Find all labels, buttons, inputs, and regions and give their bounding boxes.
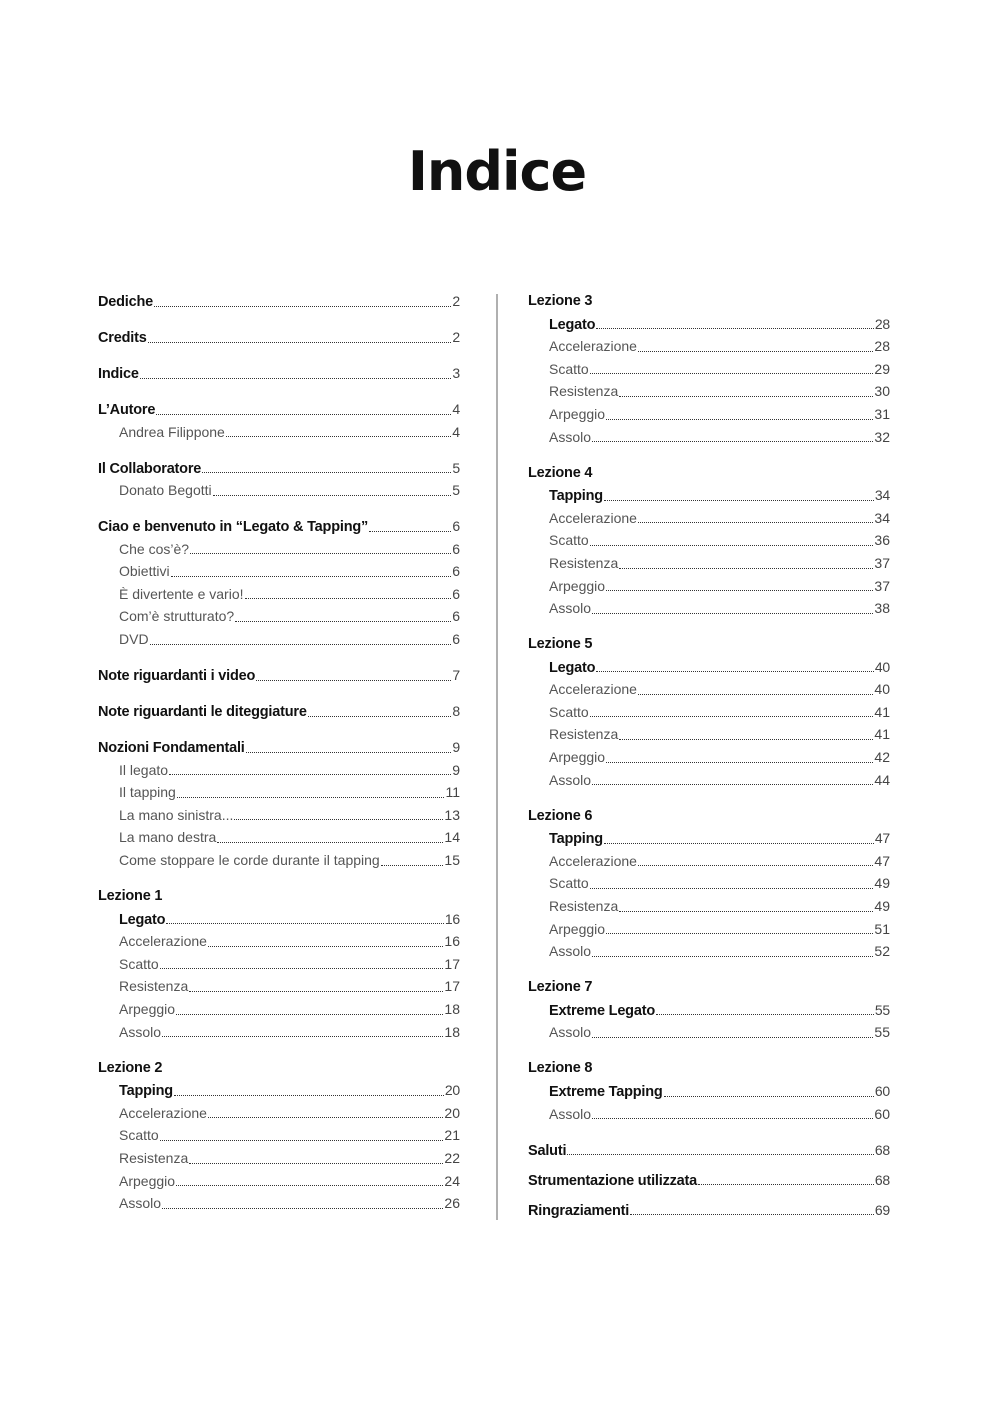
toc-entry-label: Assolo	[119, 1023, 162, 1040]
dot-leader	[604, 499, 874, 501]
dot-leader	[308, 715, 452, 717]
dot-leader	[619, 738, 873, 740]
toc-entry-label: Note riguardanti le diteggiature	[98, 704, 307, 721]
toc-entry-label: Assolo	[549, 943, 592, 960]
toc-page-number: 8	[452, 703, 460, 720]
toc-entry-label: Extreme Legato	[549, 1002, 655, 1019]
toc-entry-label: Accelerazione	[549, 681, 637, 698]
dot-leader	[189, 1162, 443, 1164]
toc-entry[interactable]	[528, 746, 890, 769]
toc-spacer	[528, 448, 890, 461]
toc-entry[interactable]	[528, 1103, 890, 1126]
toc-page-number: 13	[444, 806, 460, 823]
toc-entry[interactable]	[528, 701, 890, 724]
dot-leader	[217, 841, 443, 843]
toc-entry-label: Resistenza	[549, 898, 619, 915]
dot-leader	[567, 1153, 874, 1155]
dot-leader	[604, 842, 874, 844]
toc-entry[interactable]	[98, 1192, 460, 1215]
toc-entry-label: Scatto	[549, 360, 589, 377]
dot-leader	[140, 377, 452, 379]
toc-page-number: 30	[874, 383, 890, 400]
dot-leader	[606, 418, 873, 420]
toc-entry[interactable]	[98, 781, 460, 804]
dot-leader	[606, 761, 873, 763]
dot-leader	[190, 552, 451, 554]
dot-leader	[176, 1013, 443, 1015]
toc-entry[interactable]	[528, 1139, 890, 1162]
dot-leader	[256, 679, 451, 681]
dot-leader	[596, 327, 873, 329]
toc-entry-label: Resistenza	[549, 726, 619, 743]
dot-leader	[638, 864, 873, 866]
dot-leader	[590, 372, 874, 374]
toc-entry[interactable]	[98, 930, 460, 953]
toc-entry[interactable]	[528, 656, 890, 679]
toc-page-number: 69	[874, 1201, 890, 1218]
toc-page-number: 47	[874, 852, 890, 869]
toc-page-number: 21	[444, 1127, 460, 1144]
toc-section-heading: Lezione 5	[528, 636, 593, 653]
toc-page-number: 49	[874, 875, 890, 892]
toc-page-number: 41	[874, 726, 890, 743]
toc-spacer	[98, 349, 460, 362]
toc-spacer	[98, 723, 460, 736]
toc-entry-label: Assolo	[549, 771, 592, 788]
dot-leader	[590, 887, 874, 889]
toc-entry-label: Scatto	[119, 955, 159, 972]
toc-page-number: 37	[874, 577, 890, 594]
toc-entry-label: Assolo	[549, 1024, 592, 1041]
toc-page-number: 36	[874, 532, 890, 549]
dot-leader	[246, 751, 452, 753]
dot-leader	[606, 932, 873, 934]
toc-section-heading: Lezione 6	[528, 807, 593, 824]
toc-spacer	[528, 1125, 890, 1138]
toc-entry-label: Assolo	[549, 428, 592, 445]
toc-entry-label: Scatto	[119, 1127, 159, 1144]
toc-section-heading: Lezione 4	[528, 464, 593, 481]
toc-page-number: 52	[874, 943, 890, 960]
toc-page-number: 55	[874, 1024, 890, 1041]
toc-entry[interactable]	[98, 479, 460, 502]
toc-entry[interactable]	[528, 575, 890, 598]
dot-leader	[664, 1095, 874, 1097]
toc-entry-label: Scatto	[549, 532, 589, 549]
toc-entry-label: Accelerazione	[119, 1104, 207, 1121]
toc-page-number: 34	[874, 509, 890, 526]
toc-page-number: 2	[452, 328, 460, 345]
dot-leader	[208, 1116, 443, 1118]
toc-page-number: 6	[452, 608, 460, 625]
toc-spacer	[528, 620, 890, 633]
toc-entry-label: La mano sinistra...	[119, 806, 234, 823]
toc-entry[interactable]	[98, 953, 460, 976]
toc-page-number: 2	[452, 293, 460, 309]
toc-spacer	[528, 791, 890, 804]
dot-leader	[234, 818, 443, 820]
toc-entry[interactable]	[528, 827, 890, 850]
toc-entry[interactable]	[98, 1124, 460, 1147]
toc-entry-label: Tapping	[119, 1083, 173, 1100]
toc-page-number: 18	[444, 1000, 460, 1017]
toc-entry[interactable]	[528, 335, 890, 358]
toc-entry-label: Ciao e benvenuto in “Legato & Tapping”	[98, 519, 369, 536]
dot-leader	[590, 715, 874, 717]
toc-page-number: 20	[444, 1104, 460, 1121]
toc-entry[interactable]	[98, 759, 460, 782]
toc-entry[interactable]	[98, 583, 460, 606]
toc-entry-label: Strumentazione utilizzata	[528, 1172, 698, 1189]
dot-leader	[590, 544, 874, 546]
dot-leader	[638, 350, 873, 352]
toc-entry[interactable]	[98, 1079, 460, 1102]
dot-leader	[154, 305, 451, 307]
toc-entry-label: Credits	[98, 329, 147, 346]
toc-spacer	[98, 687, 460, 700]
toc-entry[interactable]	[98, 515, 460, 538]
toc-entry[interactable]	[528, 1021, 890, 1044]
toc-entry-label: Legato	[119, 911, 166, 928]
toc-page-number: 6	[452, 518, 460, 535]
toc-page-number: 16	[444, 910, 460, 927]
dot-leader	[592, 1117, 873, 1119]
toc-entry-label: Scatto	[549, 875, 589, 892]
toc-section-heading: Lezione 7	[528, 979, 593, 996]
toc-spacer	[528, 1191, 890, 1198]
dot-leader	[189, 990, 443, 992]
toc-entry[interactable]	[528, 313, 890, 336]
toc-page-number: 20	[444, 1082, 460, 1099]
toc-page-number: 5	[452, 459, 460, 476]
dot-leader	[160, 1139, 444, 1141]
dot-leader	[638, 693, 873, 695]
toc-entry-label: Come stoppare le corde durante il tapping	[119, 852, 380, 868]
toc-entry[interactable]	[528, 769, 890, 792]
toc-spacer	[528, 1044, 890, 1057]
toc-spacer	[528, 963, 890, 976]
toc-entry[interactable]	[528, 918, 890, 941]
dot-leader	[656, 1013, 874, 1015]
toc-page-number: 60	[874, 1105, 890, 1122]
toc-page-number: 15	[444, 852, 460, 868]
dot-leader	[166, 922, 443, 924]
toc-page-number: 6	[452, 540, 460, 557]
toc-entry[interactable]	[528, 507, 890, 530]
dot-leader	[638, 521, 873, 523]
toc-page-number: 3	[452, 364, 460, 381]
toc-entry-label: Indice	[98, 365, 139, 382]
dot-leader	[176, 1184, 443, 1186]
toc-entry[interactable]	[98, 1147, 460, 1170]
dot-leader	[592, 1036, 873, 1038]
toc-section-heading: Lezione 1	[98, 887, 163, 904]
toc-entry[interactable]	[528, 1199, 890, 1222]
dot-leader	[630, 1213, 874, 1215]
toc-entry[interactable]	[98, 1021, 460, 1044]
toc-entry[interactable]	[98, 975, 460, 998]
toc-page-number: 68	[874, 1171, 890, 1188]
toc-page-number: 68	[874, 1141, 890, 1158]
toc-entry[interactable]	[528, 484, 890, 507]
toc-entry[interactable]	[98, 421, 460, 444]
dot-leader	[148, 341, 452, 343]
dot-leader	[202, 471, 451, 473]
toc-entry-label: Com’è strutturato?	[119, 608, 235, 625]
toc-entry-label: Dediche	[98, 294, 154, 310]
toc-entry-label: Assolo	[549, 1105, 592, 1122]
toc-page-number: 4	[452, 400, 460, 417]
toc-page-number: 49	[874, 898, 890, 915]
column-divider	[496, 294, 498, 1220]
dot-leader	[177, 796, 445, 798]
toc-page-number: 42	[874, 749, 890, 766]
toc-entry-label: Arpeggio	[119, 1000, 176, 1017]
toc-entry-label: Che cos’è?	[119, 540, 190, 557]
toc-entry[interactable]	[98, 826, 460, 849]
toc-entry-label: Arpeggio	[549, 405, 606, 422]
toc-page-number: 22	[444, 1149, 460, 1166]
dot-leader	[235, 620, 451, 622]
dot-leader	[592, 955, 873, 957]
toc-page-number: 24	[444, 1172, 460, 1189]
toc-entry-label: Accelerazione	[549, 338, 637, 355]
dot-leader	[592, 783, 873, 785]
toc-entry[interactable]	[528, 380, 890, 403]
dot-leader	[160, 967, 444, 969]
toc-entry[interactable]	[528, 358, 890, 381]
toc-entry[interactable]	[98, 326, 460, 349]
toc-entry[interactable]	[98, 736, 460, 759]
toc-section-heading: Lezione 3	[528, 293, 593, 309]
toc-page-number: 9	[452, 761, 460, 778]
toc-entry[interactable]	[528, 529, 890, 552]
toc-entry[interactable]	[98, 362, 460, 385]
toc-entry[interactable]	[98, 398, 460, 421]
toc-column-left	[98, 290, 460, 1215]
toc-page-number: 6	[452, 585, 460, 602]
toc-entry[interactable]	[528, 1080, 890, 1103]
dot-leader	[619, 395, 873, 397]
toc-entry-label: Accelerazione	[549, 509, 637, 526]
toc-entry-label: Arpeggio	[549, 577, 606, 594]
toc-page-number: 18	[444, 1023, 460, 1040]
toc-spacer	[528, 1161, 890, 1168]
toc-entry-label: Donato Begotti	[119, 482, 212, 499]
toc-page-number: 29	[874, 360, 890, 377]
toc-page-number: 14	[444, 829, 460, 846]
page-title: Indice	[407, 140, 587, 203]
toc-entry[interactable]	[98, 628, 460, 651]
toc-page-number: 40	[874, 681, 890, 698]
toc-entry-label: Arpeggio	[549, 920, 606, 937]
toc-section-heading: Lezione 2	[98, 1059, 163, 1076]
toc-page-number: 47	[874, 830, 890, 847]
toc-page-number: 55	[874, 1001, 890, 1018]
toc-page-number: 37	[874, 554, 890, 571]
toc-page-number: 26	[444, 1195, 460, 1212]
toc-entry-label: La mano destra	[119, 829, 217, 846]
dot-leader	[150, 643, 452, 645]
toc-entry-label: Resistenza	[549, 554, 619, 571]
toc-entry-label: L’Autore	[98, 401, 156, 418]
toc-entry[interactable]	[528, 850, 890, 873]
toc-page-number: 6	[452, 563, 460, 580]
toc-entry-label: Note riguardanti i video	[98, 668, 256, 685]
toc-entry[interactable]	[528, 872, 890, 895]
toc-entry-label: Legato	[549, 659, 596, 676]
toc-entry[interactable]	[528, 895, 890, 918]
dot-leader	[208, 945, 443, 947]
toc-page-number: 17	[444, 955, 460, 972]
toc-entry-label: Accelerazione	[119, 933, 207, 950]
toc-section-heading: Lezione 8	[528, 1060, 593, 1077]
toc-entry[interactable]	[98, 908, 460, 931]
toc-entry-label: Extreme Tapping	[549, 1083, 663, 1100]
toc-spacer	[98, 651, 460, 664]
toc-entry-label: Il Collaboratore	[98, 460, 202, 477]
toc-entry-label: Il legato	[119, 761, 169, 778]
toc-entry-label: Resistenza	[549, 383, 619, 400]
toc-page-number: 5	[452, 482, 460, 499]
toc-page-number: 32	[874, 428, 890, 445]
toc-entry[interactable]	[528, 678, 890, 701]
toc-entry-label: Resistenza	[119, 1149, 189, 1166]
toc-entry[interactable]	[98, 290, 460, 313]
toc-page-number: 4	[452, 423, 460, 440]
toc-entry-label: Legato	[549, 316, 596, 333]
dot-leader	[606, 589, 873, 591]
toc-entry[interactable]	[98, 1170, 460, 1193]
toc-entry-label: Tapping	[549, 831, 603, 848]
dot-leader	[381, 864, 444, 866]
toc-entry[interactable]	[98, 849, 460, 872]
dot-leader	[592, 612, 873, 614]
toc-entry[interactable]	[98, 664, 460, 687]
toc-spacer	[98, 313, 460, 326]
toc-page-number: 11	[445, 784, 460, 801]
toc-entry-label: Il tapping	[119, 784, 176, 801]
toc-entry[interactable]	[98, 1102, 460, 1125]
dot-leader	[174, 1094, 444, 1096]
dot-leader	[169, 773, 451, 775]
toc-entry[interactable]	[98, 538, 460, 561]
dot-leader	[619, 910, 873, 912]
toc-spacer	[98, 872, 460, 885]
toc-entry-label: DVD	[119, 631, 149, 648]
toc-entry-label: Saluti	[528, 1142, 567, 1159]
dot-leader	[245, 597, 452, 599]
toc-entry[interactable]	[528, 403, 890, 426]
dot-leader	[213, 494, 452, 496]
toc-entry[interactable]	[98, 605, 460, 628]
toc-entry-label: Tapping	[549, 488, 603, 505]
toc-page-number: 28	[874, 315, 890, 332]
dot-leader	[619, 567, 873, 569]
dot-leader	[369, 530, 451, 532]
toc-page-number: 41	[874, 703, 890, 720]
toc-entry-label: Resistenza	[119, 978, 189, 995]
dot-leader	[162, 1207, 443, 1209]
toc-column-right	[528, 290, 890, 1221]
toc-page-number: 16	[444, 933, 460, 950]
toc-entry[interactable]	[528, 723, 890, 746]
dot-leader	[162, 1035, 443, 1037]
toc-entry[interactable]	[528, 597, 890, 620]
dot-leader	[592, 440, 873, 442]
toc-entry[interactable]	[98, 804, 460, 827]
dot-leader	[698, 1183, 874, 1185]
toc-entry[interactable]	[528, 999, 890, 1022]
dot-leader	[596, 670, 873, 672]
toc-page-number: 51	[874, 920, 890, 937]
toc-spacer	[98, 502, 460, 515]
toc-entry-label: Scatto	[549, 703, 589, 720]
dot-leader	[226, 435, 451, 437]
toc-page-number: 28	[874, 338, 890, 355]
toc-entry-label: Nozioni Fondamentali	[98, 740, 245, 757]
toc-entry[interactable]	[98, 560, 460, 583]
toc-page-number: 40	[874, 658, 890, 675]
toc-entry[interactable]	[98, 998, 460, 1021]
toc-spacer	[98, 1043, 460, 1056]
toc-page-number: 34	[874, 487, 890, 504]
dot-leader	[171, 575, 452, 577]
toc-page-number: 38	[874, 600, 890, 617]
toc-entry-label: Ringraziamenti	[528, 1202, 630, 1219]
toc-page-number: 17	[444, 978, 460, 995]
toc-entry-label: Arpeggio	[549, 749, 606, 766]
toc-spacer	[98, 443, 460, 456]
toc-entry[interactable]	[528, 426, 890, 449]
toc-page-number: 31	[874, 405, 890, 422]
toc-entry-label: È divertente e vario!	[119, 585, 244, 602]
toc-entry-label: Arpeggio	[119, 1172, 176, 1189]
toc-page-number: 60	[874, 1082, 890, 1099]
toc-entry[interactable]	[528, 940, 890, 963]
toc-page-number: 7	[452, 667, 460, 684]
toc-entry-label: Obiettivi	[119, 563, 170, 580]
toc-entry-label: Andrea Filippone	[119, 423, 225, 440]
toc-page-number: 9	[452, 739, 460, 756]
toc-page-number: 44	[874, 771, 890, 788]
toc-entry[interactable]	[98, 457, 460, 480]
toc-page-number: 6	[452, 631, 460, 648]
toc-entry[interactable]	[528, 552, 890, 575]
toc-entry-label: Assolo	[549, 600, 592, 617]
toc-entry[interactable]	[98, 700, 460, 723]
toc-entry-label: Accelerazione	[549, 852, 637, 869]
toc-spacer	[98, 385, 460, 398]
toc-entry[interactable]	[528, 1169, 890, 1192]
dot-leader	[156, 413, 451, 415]
toc-entry-label: Assolo	[119, 1195, 162, 1212]
